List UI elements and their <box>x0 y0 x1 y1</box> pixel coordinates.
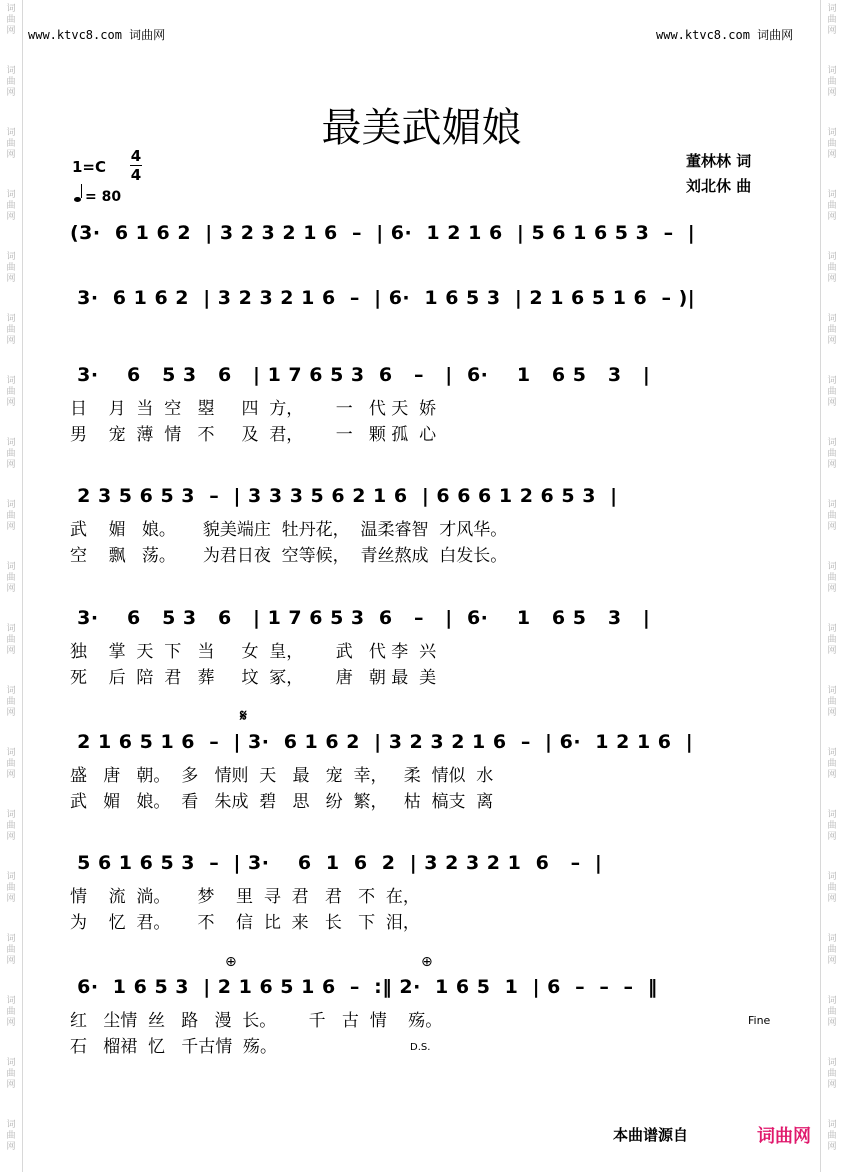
lyric-verse-2: 武 媚 娘。 看 朱成 碧 思 纷 繁， 枯 槁支 离 <box>70 792 494 812</box>
notes-line: 3· 6 5 3 6 | 1 7 6 5 3 6 – | 6· 1 6 5 3 | <box>70 364 651 386</box>
watermark-text: 词 曲 网 <box>6 1120 16 1152</box>
segno-icon: 𝄋 <box>240 706 247 725</box>
watermark-text: 词 曲 网 <box>6 810 16 842</box>
coda-icon-2: ⊕ <box>421 954 433 970</box>
lyric-verse-2: 石 榴裙 忆 千古情 殇。 <box>70 1037 278 1057</box>
watermark-text: 词 曲 网 <box>6 376 16 408</box>
lyric-verse-2: 为 忆 君。 不 信 比 来 长 下 泪， <box>70 913 420 933</box>
brand-logo: 词曲网 <box>757 1126 811 1147</box>
notes-line: (3· 6 1 6 2 | 3 2 3 2 1 6 – | 6· 1 2 1 6 | 5 6 1 6 5 3 – | <box>70 222 696 244</box>
watermark-text: 词 曲 网 <box>6 748 16 780</box>
watermark-text: 词 曲 网 <box>6 686 16 718</box>
watermark-text: 词 曲 网 <box>827 314 837 346</box>
watermark-text: 词 曲 网 <box>6 4 16 36</box>
notes-line: 3· 6 5 3 6 | 1 7 6 5 3 6 – | 6· 1 6 5 3 | <box>70 607 651 629</box>
watermark-text: 词 曲 网 <box>827 996 837 1028</box>
lyric-verse-2: 男 宠 薄 情 不 及 君， 一 颗 孤 心 <box>70 425 437 445</box>
coda-icon-1: ⊕ <box>225 954 237 970</box>
fine-mark: Fine <box>748 1014 771 1027</box>
watermark-text: 词 曲 网 <box>827 4 837 36</box>
watermark-text: 词 曲 网 <box>6 872 16 904</box>
composer: 刘北休 曲 <box>686 177 752 195</box>
watermark-text: 词 曲 网 <box>827 562 837 594</box>
ds-mark: D.S. <box>410 1042 431 1053</box>
watermark-text: 词 曲 网 <box>827 810 837 842</box>
watermark-text: 词 曲 网 <box>827 376 837 408</box>
watermark-text: 词 曲 网 <box>827 66 837 98</box>
note-stem <box>81 184 82 198</box>
lyric-verse-1: 红 尘情 丝 路 漫 长。 千 古 情 殇。 <box>70 1011 443 1031</box>
watermark-text: 词 曲 网 <box>827 686 837 718</box>
watermark-text: 词 曲 网 <box>6 190 16 222</box>
notes-line: 2 3 5 6 5 3 – | 3 3 3 5 6 2 1 6 | 6 6 6 1 2 6 5 3 | <box>70 485 618 507</box>
watermark-text: 词 曲 网 <box>6 128 16 160</box>
right-watermark-strip <box>820 0 843 1172</box>
watermark-text: 词 曲 网 <box>827 934 837 966</box>
source-label: 本曲谱源自 <box>613 1126 689 1144</box>
watermark-text: 词 曲 网 <box>6 252 16 284</box>
key-signature: 1=C <box>72 158 107 176</box>
watermark-text: 词 曲 网 <box>6 314 16 346</box>
watermark-text: 词 曲 网 <box>6 1058 16 1090</box>
lyric-verse-1: 情 流 淌。 梦 里 寻 君 君 不 在， <box>70 887 420 907</box>
lyric-verse-1: 武 媚 娘。 貌美端庄 牡丹花， 温柔睿智 才风华。 <box>70 520 508 540</box>
time-signature <box>130 148 142 183</box>
notes-line: 6· 1 6 5 3 | 2 1 6 5 1 6 – :‖ 2· 1 6 5 1 | 6 – – – ‖ <box>70 976 658 998</box>
watermark-text: 词 曲 网 <box>827 438 837 470</box>
watermark-text: 词 曲 网 <box>827 748 837 780</box>
watermark-text: 词 曲 网 <box>827 128 837 160</box>
lyric-verse-1: 独 掌 天 下 当 女 皇， 武 代 李 兴 <box>70 642 437 662</box>
watermark-text: 词 曲 网 <box>827 190 837 222</box>
lyricist: 董林林 词 <box>686 152 752 170</box>
lyric-verse-1: 盛 唐 朝。 多 情则 天 最 宠 幸， 柔 情似 水 <box>70 766 494 786</box>
lyric-verse-1: 日 月 当 空 曌 四 方， 一 代 天 娇 <box>70 399 437 419</box>
watermark-text: 词 曲 网 <box>6 624 16 656</box>
watermark-text: 词 曲 网 <box>827 500 837 532</box>
song-title: 最美武媚娘 <box>321 105 522 151</box>
watermark-text: 词 曲 网 <box>827 1058 837 1090</box>
watermark-text: 词 曲 网 <box>6 500 16 532</box>
watermark-text: 词 曲 网 <box>6 934 16 966</box>
tempo-value: = 80 <box>85 189 122 205</box>
lyric-verse-2: 空 飘 荡。 为君日夜 空等候， 青丝熬成 白发长。 <box>70 546 508 566</box>
site-url-right: www.ktvc8.com 词曲网 <box>656 28 794 42</box>
notes-line: 2 1 6 5 1 6 – | 3· 6 1 6 2 | 3 2 3 2 1 6 – | 6· 1 2 1 6 | <box>70 731 694 753</box>
lyric-verse-2: 死 后 陪 君 葬 坟 冢， 唐 朝 最 美 <box>70 668 437 688</box>
watermark-text: 词 曲 网 <box>6 996 16 1028</box>
left-watermark-strip <box>0 0 23 1172</box>
notes-line: 3· 6 1 6 2 | 3 2 3 2 1 6 – | 6· 1 6 5 3 | 2 1 6 5 1 6 – )| <box>70 287 696 309</box>
quarter-note-icon <box>74 197 81 202</box>
watermark-text: 词 曲 网 <box>827 872 837 904</box>
watermark-text: 词 曲 网 <box>827 624 837 656</box>
watermark-text: 词 曲 网 <box>6 562 16 594</box>
time-top: 4 <box>130 147 142 165</box>
watermark-text: 词 曲 网 <box>6 438 16 470</box>
watermark-text: 词 曲 网 <box>6 66 16 98</box>
watermark-text: 词 曲 网 <box>827 1120 837 1152</box>
site-url-left: www.ktvc8.com 词曲网 <box>28 28 166 42</box>
watermark-text: 词 曲 网 <box>827 252 837 284</box>
tempo-mark <box>74 187 121 205</box>
notes-line: 5 6 1 6 5 3 – | 3· 6 1 6 2 | 3 2 3 2 1 6 – | <box>70 852 603 874</box>
time-bottom: 4 <box>130 166 142 184</box>
